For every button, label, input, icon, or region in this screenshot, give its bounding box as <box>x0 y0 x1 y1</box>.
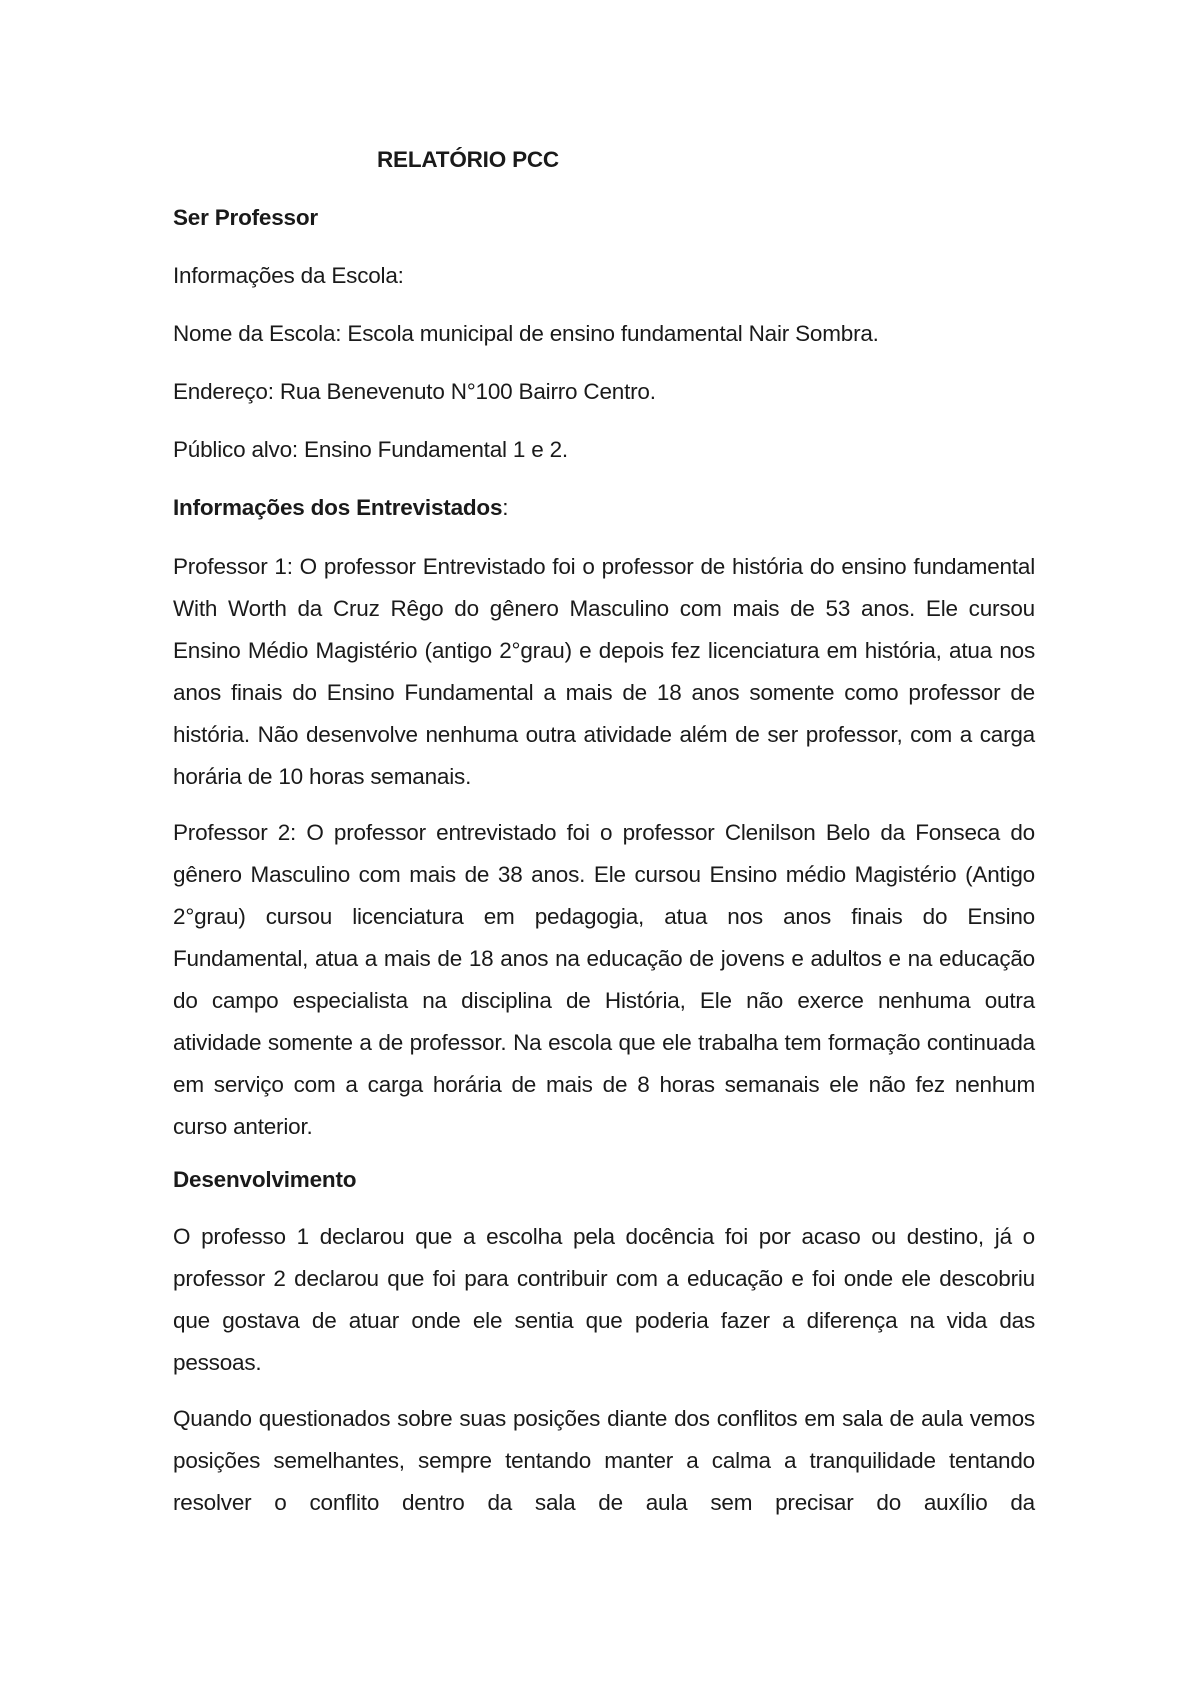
interviewees-heading-colon: : <box>502 495 509 520</box>
target-audience: Público alvo: Ensino Fundamental 1 e 2. <box>173 437 568 462</box>
school-name: Nome da Escola: Escola municipal de ensino fundamental Nair Sombra. <box>173 321 879 346</box>
development-heading: Desenvolvimento <box>173 1167 357 1192</box>
document-body <box>173 140 1035 1524</box>
professor-1-paragraph: Professor 1: O professor Entrevistado foi o professor de história do ensino fundamental With Worth da Cruz Rêgo do gênero Masculino com mais de 53 anos. Ele cursou Ensino Médio Magistério (antigo 2°grau) e depois fez licenciatura em história, atua nos anos finais do Ensino Fundamental a mais de 18 anos somente como professor de história. Não desenvolve nenhuma outra atividade além de ser professor, com a carga horária de 10 horas semanais. <box>173 554 1035 789</box>
section-heading: Ser Professor <box>173 205 318 230</box>
school-info-label: Informações da Escola: <box>173 263 404 288</box>
interviewees-heading-line <box>173 488 1035 528</box>
school-address: Endereço: Rua Benevenuto N°100 Bairro Centro. <box>173 379 656 404</box>
professor-2-paragraph: Professor 2: O professor entrevistado foi o professor Clenilson Belo da Fonseca do gênero Masculino com mais de 38 anos. Ele cursou Ensino médio Magistério (Antigo 2°grau) cursou licenciatura em pedagogia, atua nos anos finais do Ensino Fundamental, atua a mais de 18 anos na educação de jovens e adultos e na educação do campo especialista na disciplina de História, Ele não exerce nenhuma outra atividade somente a de professor. Na escola que ele trabalha tem formação continuada em serviço com a carga horária de mais de 8 horas semanais ele não fez nenhum curso anterior. <box>173 820 1035 1139</box>
development-paragraph-2: Quando questionados sobre suas posições diante dos conflitos em sala de aula vemos posições semelhantes, sempre tentando manter a calma a tranquilidade tentando resolver o conflito dentro da sala de aula sem precisar do auxílio da <box>173 1406 1035 1515</box>
interviewees-heading: Informações dos Entrevistados <box>173 495 503 520</box>
document-title: RELATÓRIO PCC <box>377 147 559 172</box>
development-paragraph-1: O professo 1 declarou que a escolha pela docência foi por acaso ou destino, já o professor 2 declarou que foi para contribuir com a educação e foi onde ele descobriu que gostava de atuar onde ele sentia que poderia fazer a diferença na vida das pessoas. <box>173 1224 1035 1375</box>
